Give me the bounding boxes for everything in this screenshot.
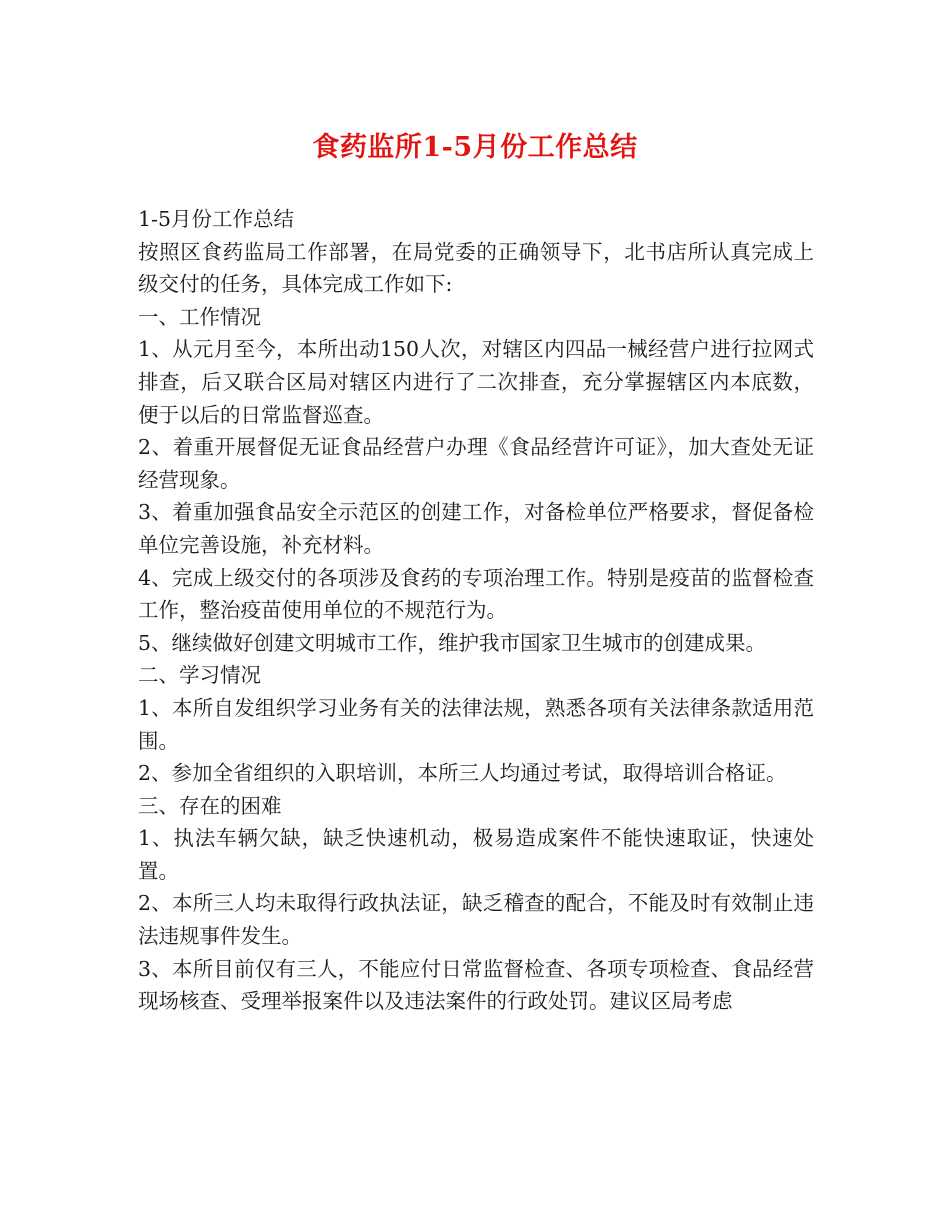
paragraph-heading: 1-5月份工作总结 (138, 207, 295, 231)
paragraph-work-5: 5、继续做好创建文明城市工作，维护我市国家卫生城市的创建成果。 (138, 630, 767, 655)
section-heading-study: 二、学习情况 (138, 663, 261, 688)
paragraph-work-1: 1、从元月至今，本所出动150人次，对辖区内四品一械经营户进行拉网式排查，后又联合区局对辖区内进行了二次排查，充分掌握辖区内本底数，便于以后的日常监督巡查。 (138, 337, 814, 427)
paragraph-difficulty-3: 3、本所目前仅有三人，不能应付日常监督检查、各项专项检查、食品经营现场核查、受理举报案件以及违法案件的行政处罚。建议区局考虑 (138, 956, 814, 1014)
paragraph-study-1: 1、本所自发组织学习业务有关的法律法规，熟悉各项有关法律条款适用范围。 (138, 695, 814, 753)
paragraph-work-3: 3、着重加强食品安全示范区的创建工作，对备检单位严格要求，督促备检单位完善设施，补充材料。 (138, 500, 814, 557)
paragraph-difficulty-2: 2、本所三人均未取得行政执法证，缺乏稽查的配合，不能及时有效制止违法违规事件发生。 (138, 891, 814, 949)
paragraph-work-2: 2、着重开展督促无证食品经营户办理《食品经营许可证》，加大查处无证经营现象。 (138, 435, 814, 492)
paragraph-work-4: 4、完成上级交付的各项涉及食药的专项治理工作。特别是疫苗的监督检查工作，整治疫苗使用单位的不规范行为。 (138, 565, 814, 623)
paragraph-intro: 按照区食药监局工作部署，在局党委的正确领导下，北书店所认真完成上级交付的任务，具体完成工作如下: (138, 239, 814, 297)
section-heading-work: 一、工作情况 (138, 304, 261, 329)
paragraph-study-2: 2、参加全省组织的入职培训，本所三人均通过考试，取得培训合格证。 (138, 761, 787, 786)
document-title: 食药监所1-5月份工作总结 (312, 132, 638, 163)
document-body (138, 203, 814, 1018)
paragraph-difficulty-1: 1、执法车辆欠缺，缺乏快速机动，极易造成案件不能快速取证，快速处置。 (138, 826, 814, 883)
section-heading-difficulties: 三、存在的困难 (138, 793, 282, 818)
